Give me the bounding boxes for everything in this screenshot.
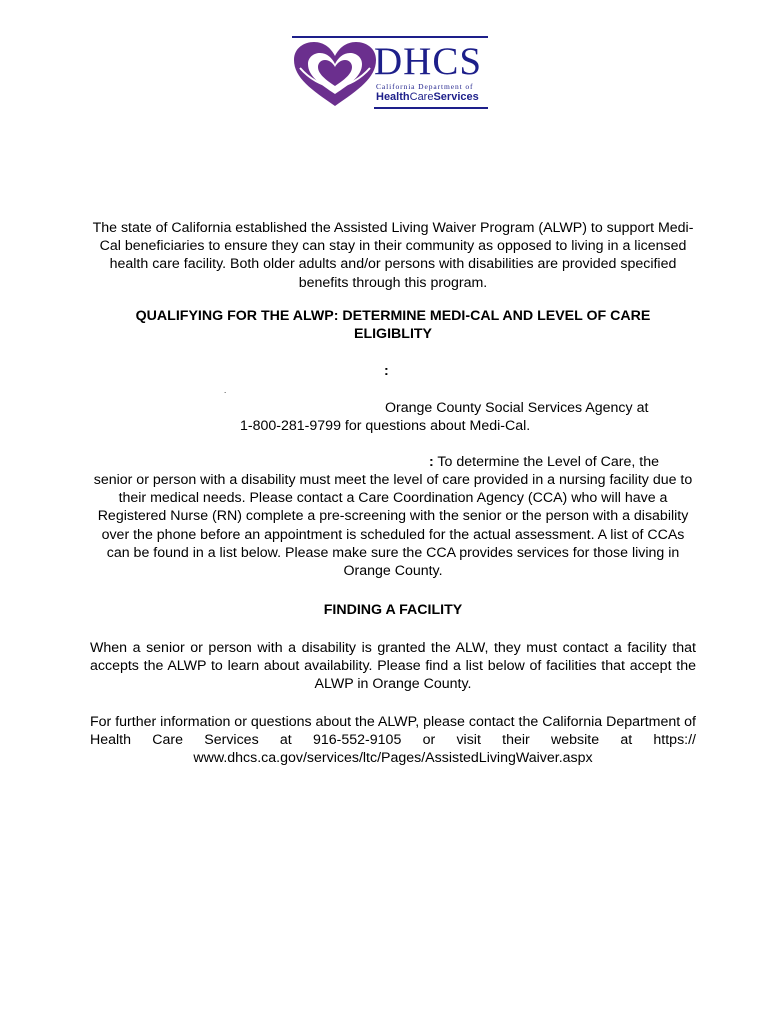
medical-dot: . bbox=[224, 386, 227, 395]
level-of-care-colon: : bbox=[429, 454, 434, 470]
logo-bottom-rule bbox=[374, 107, 488, 109]
medical-line-2: 1-800-281-9799 for questions about Medi-Cal. bbox=[240, 418, 531, 434]
logo-wordmark bbox=[374, 36, 488, 110]
logo-abbrev: DHCS bbox=[374, 40, 483, 83]
logo-name-care: Care bbox=[409, 91, 434, 103]
medical-line-1: Orange County Social Services Agency at bbox=[385, 400, 649, 416]
level-of-care-paragraph: senior or person with a disability must meet the level of care provided in a nursing facility due to their medical needs. Please contact a Care Coordination Agency (CCA) who will have a Registered Nurse (RN) complete a pre-screening with the senior or the person with a disability over the phone before an appointment is scheduled for the actual assessment. A list of CCAs can be found in a list below. Please make sure the CCA provides services for those living in Orange County. bbox=[93, 472, 693, 580]
level-of-care-first-text: To determine the Level of Care, the bbox=[437, 454, 660, 470]
qualifying-heading: QUALIFYING FOR THE ALWP: DETERMINE MEDI-CAL AND LEVEL OF CARE ELIGIBLITY bbox=[135, 308, 651, 343]
dhcs-logo bbox=[292, 36, 488, 110]
logo-name-services: Services bbox=[433, 91, 479, 103]
further-info-paragraph: For further information or questions about the ALWP, please contact the California Department of Health Care Services at 916-552-9105 or visit their website at https:// www.dhcs.ca.gov/services/ltc/Pages/AssistedLivingWaiver.aspx bbox=[90, 714, 696, 767]
finding-paragraph: When a senior or person with a disability is granted the ALW, they must contact a facility that accepts the ALWP to learn about availability. Please find a list below of facilities that accept the ALWP in Orange County. bbox=[90, 640, 696, 693]
finding-heading: FINDING A FACILITY bbox=[323, 602, 463, 618]
logo-name-health: Health bbox=[376, 91, 410, 103]
level-of-care-first-line bbox=[429, 453, 659, 471]
intro-paragraph: The state of California established the Assisted Living Waiver Program (ALWP) to support Medi-Cal beneficiaries to ensure they can stay in their community as opposed to living in a licensed health care facility. Both older adults and/or persons with disabilities are provided specified benefits through this program. bbox=[92, 220, 694, 291]
logo-name bbox=[376, 91, 479, 104]
heart-hands-icon bbox=[292, 38, 378, 112]
logo-department: California Department of bbox=[376, 82, 474, 91]
medical-colon: : bbox=[384, 363, 389, 379]
